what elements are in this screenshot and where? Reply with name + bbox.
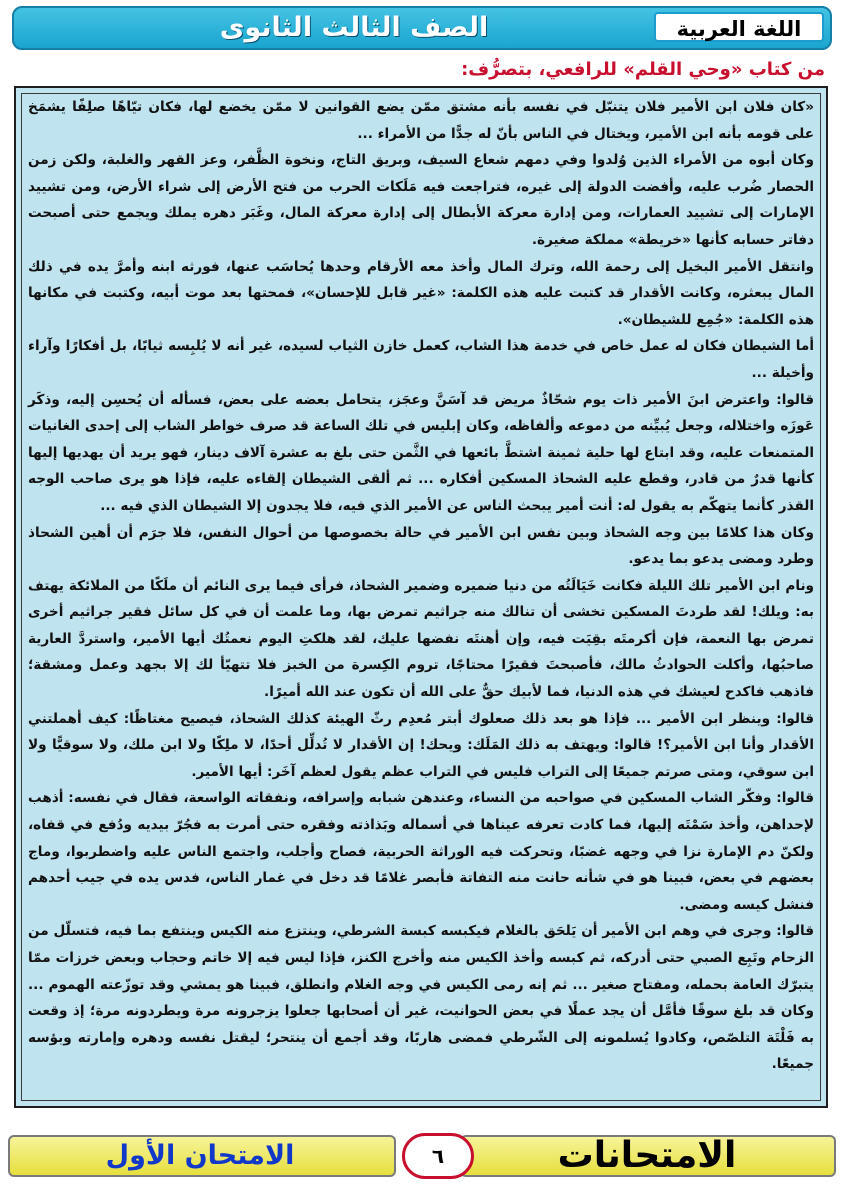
passage-paragraph: أما الشيطان فكان له عمل خاص في خدمة هذا الشاب، كعمل خازن الثياب لسيده، غير أنه لا يُلبِسه ثيابًا، بل أفكارًا وآراء وأخيلة ...	[28, 338, 814, 381]
header-banner	[12, 6, 832, 50]
source-heading: من كتاب «وحي القلم» للرافعي، بتصرُّف:	[461, 59, 825, 80]
exams-banner	[460, 1135, 836, 1177]
footer-bar	[0, 1127, 843, 1185]
first-exam-label: الامتحان الأول	[105, 1140, 295, 1171]
subject-tag: اللغة العربية	[654, 12, 824, 42]
passage-paragraph: وكان أبوه من الأمراء الذين وُلدوا وفي دمهم شعاع السيف، وبريق التاج، ونخوة الظَّفر، وعز القهر والغلبة، ولكن زمن الحصار ضُرب عليه، وأفضت الدولة إلى غيره، فتراجعت فيه مَلَكات الحرب من فتح الأرض إلى شراء الأرض، ومن تشييد الإمارات إلى تشييد العمارات، ومن إدارة معركة الأبطال إلى إدارة معركة المال، وغَبَر دهره يملك ويجمع حتى أصبحت دفاتر حسابه كأنها «خريطة» مملكة صغيرة.	[28, 152, 814, 248]
passage-paragraph: وانتقل الأمير البخيل إلى رحمة الله، وترك المال وأخذ معه الأرقام وحدها يُحاسَب عنها، فورثه ابنه وأمرَّ يده في ذلك المال يبعثره، وكانت الأقدار قد كتبت عليه هذه الكلمة: «غير قابل للإحسان»، فمحتها بعد موت أبيه، وكتبت في مكانها هذه الكلمة: «جُمِع للشيطان».	[28, 258, 814, 328]
passage-paragraph: قالوا: وينظر ابن الأمير ... فإذا هو بعد ذلك صعلوك أبتر مُعدِم رثّ الهيئة كذلك الشحاذ، فيصيح مغتاظًا: كيف أهملتني الأقدار وأنا ابن الأمير؟! قالوا: ويهتف به ذلك المَلَك: ويحك! إن الأقدار لا تُدلِّل أحدًا، لا ملِكًا ولا ابن ملك، ولا سوقيًّا ولا ابن سوقي، ومتى صرتم جميعًا إلى التراب فليس في التراب عظم يقول لعظم آخَر: أيها الأمير.	[28, 710, 814, 780]
passage-paragraph: «كان فلان ابن الأمير فلان يتنبّل في نفسه بأنه مشتق ممّن يضع القوانين لا ممّن يخضع لها، فكان تيّاهًا صلِفًا يشمَخ على قومه بأنه ابن الأمير، ويختال في الناس بأنّ له جدًّا من الأمراء ...	[28, 99, 814, 142]
passage-text	[28, 94, 814, 1078]
passage-paragraph: ونام ابن الأمير تلك الليلة فكانت خَيَالَتُه من دنيا ضميره وضمير الشحاذ، فرأى فيما يرى النائم أن ملَكًا من الملائكة يهتف به: ويلك! لقد طردتَ المسكين تخشى أن تنالك منه جراثيم تمرض بها، وما علمت أن في كل سائل فقير جراثيم أخرى تمرض بها النعمة، فإن أكرمتَه بقِيَت فيه، وإن أهنتَه نفضها عليك، لقد هلكتِ اليوم نعمتُك أيها الأمير، واستردَّ العارية صاحبُها، وأكلت الحوادثُ مالك، فأصبحتَ فقيرًا محتاجًا، تروم الكِسرة من الخبز فلا تتهيّأ لك إلا بجهد وعمل ومشقة؛ فاذهب فاكدح لعيشك في هذه الدنيا، فما لأبيك حقٌّ على الله أن تكون عند الله أميرًا.	[28, 577, 814, 701]
grade-title: الصف الثالث الثانوى	[219, 12, 489, 43]
page-number: ٦	[402, 1133, 474, 1179]
passage-paragraph: قالوا: وجرى في وهم ابن الأمير أن يَلحَق بالغلام فيكبسه كبسة الشرطي، وينتزع منه الكيس وينتفع بما فيه، فتسلّل من الزحام وتَبِع الصبي حتى أدركه، ثم كبسه وأخذ الكيس منه وأخرج الكنز، فإذا ليس فيه إلا خاتم وحجاب وبعض خرزات ممّا يتبرّك العامة بحمله، ومفتاح صغير ... ثم إنه رمى الكيس في وجه الغلام وانطلق، فبينا هو يمشي وقد توزّعته الهموم ... وكان قد بلغ سوقًا فأمَّل أن يجد عملًا في بعض الحوانيت، غير أن أصحابها جعلوا يزجرونه مرة ويطردونه مرة؛ إذ وقعت به فَلْتَة التلصّص، وكادوا يُسلمونه إلى الشّرطي فمضى هاربًا، وقد أجمع أن ينتحر؛ ليقتل نفسه ودهره وإمارته وبؤسه جميعًا.	[28, 923, 814, 1073]
exams-label: الامتحانات	[557, 1135, 737, 1176]
passage-paragraph: قالوا: وفكّر الشاب المسكين في صواحبه من النساء، وعندهن شبابه وإسرافه، ونفقاته الواسعة، فقال في نفسه: أذهب لإحداهن، وأخذ سَمْتَه إليها، فما كادت تعرفه عيناها في أسماله وبَذاذته وفقره حتى أمرت به فجُرّ بيديه ودُفع في قفاه، ولكنّ دم الإمارة نزا في وجهه غضبًا، وتحركت فيه الوراثة الحربية، فصاح وأجلب، واجتمع الناس عليه واضطربوا، وماج بعضهم في بعض، فبينا هو في شأنه حانت منه التفاتة فأبصر غلامًا قد دخل في غمار الناس، فدس يده في جيب أحدهم فنشل كيسه ومضى.	[28, 790, 814, 913]
passage-box	[14, 86, 828, 1108]
passage-paragraph: قالوا: واعترض ابنَ الأمير ذات يوم شحّاذٌ مريض قد آسَنَّ وعجَز، يتحامل بعضه على بعض، فسأله أن يُحسِن إليه، وذكَر عَوزَه واختلاله، وجعل يُبيِّنه من دموعه وألفاظه، وكان إبليس في تلك الساعة قد صرف خواطر الشاب إلى إحدى الغانيات المتمنعات عليه، وقد ابتاع لها حلية ثمينة اشتطَّ بائعها في الثَّمن حتى بلغ به عشرة آلاف دينار، فهو يريد أن يهديها إليها كأنها قدرٌ من قادر، وقطع عليه الشحاذ المسكين أفكاره ... ثم ألقى الشيطان إلقاءه عليه، فإذا هو يرى صاحب الوجه القذر كأنما يتهكّم به يقول له: أنت أمير يبحث الناس عن الأمير الذي فيه، فلا يجدون إلا الشيطان الذي فيه ...	[28, 391, 814, 514]
passage-paragraph: وكان هذا كلامًا بين وجه الشحاذ وبين نفس ابن الأمير في حالة بخصوصها من أحوال النفس، فلا جرَم أن أهين الشحاذ وطرد ومضى يدعو بما يدعو.	[28, 524, 814, 568]
first-exam-banner	[8, 1135, 396, 1177]
